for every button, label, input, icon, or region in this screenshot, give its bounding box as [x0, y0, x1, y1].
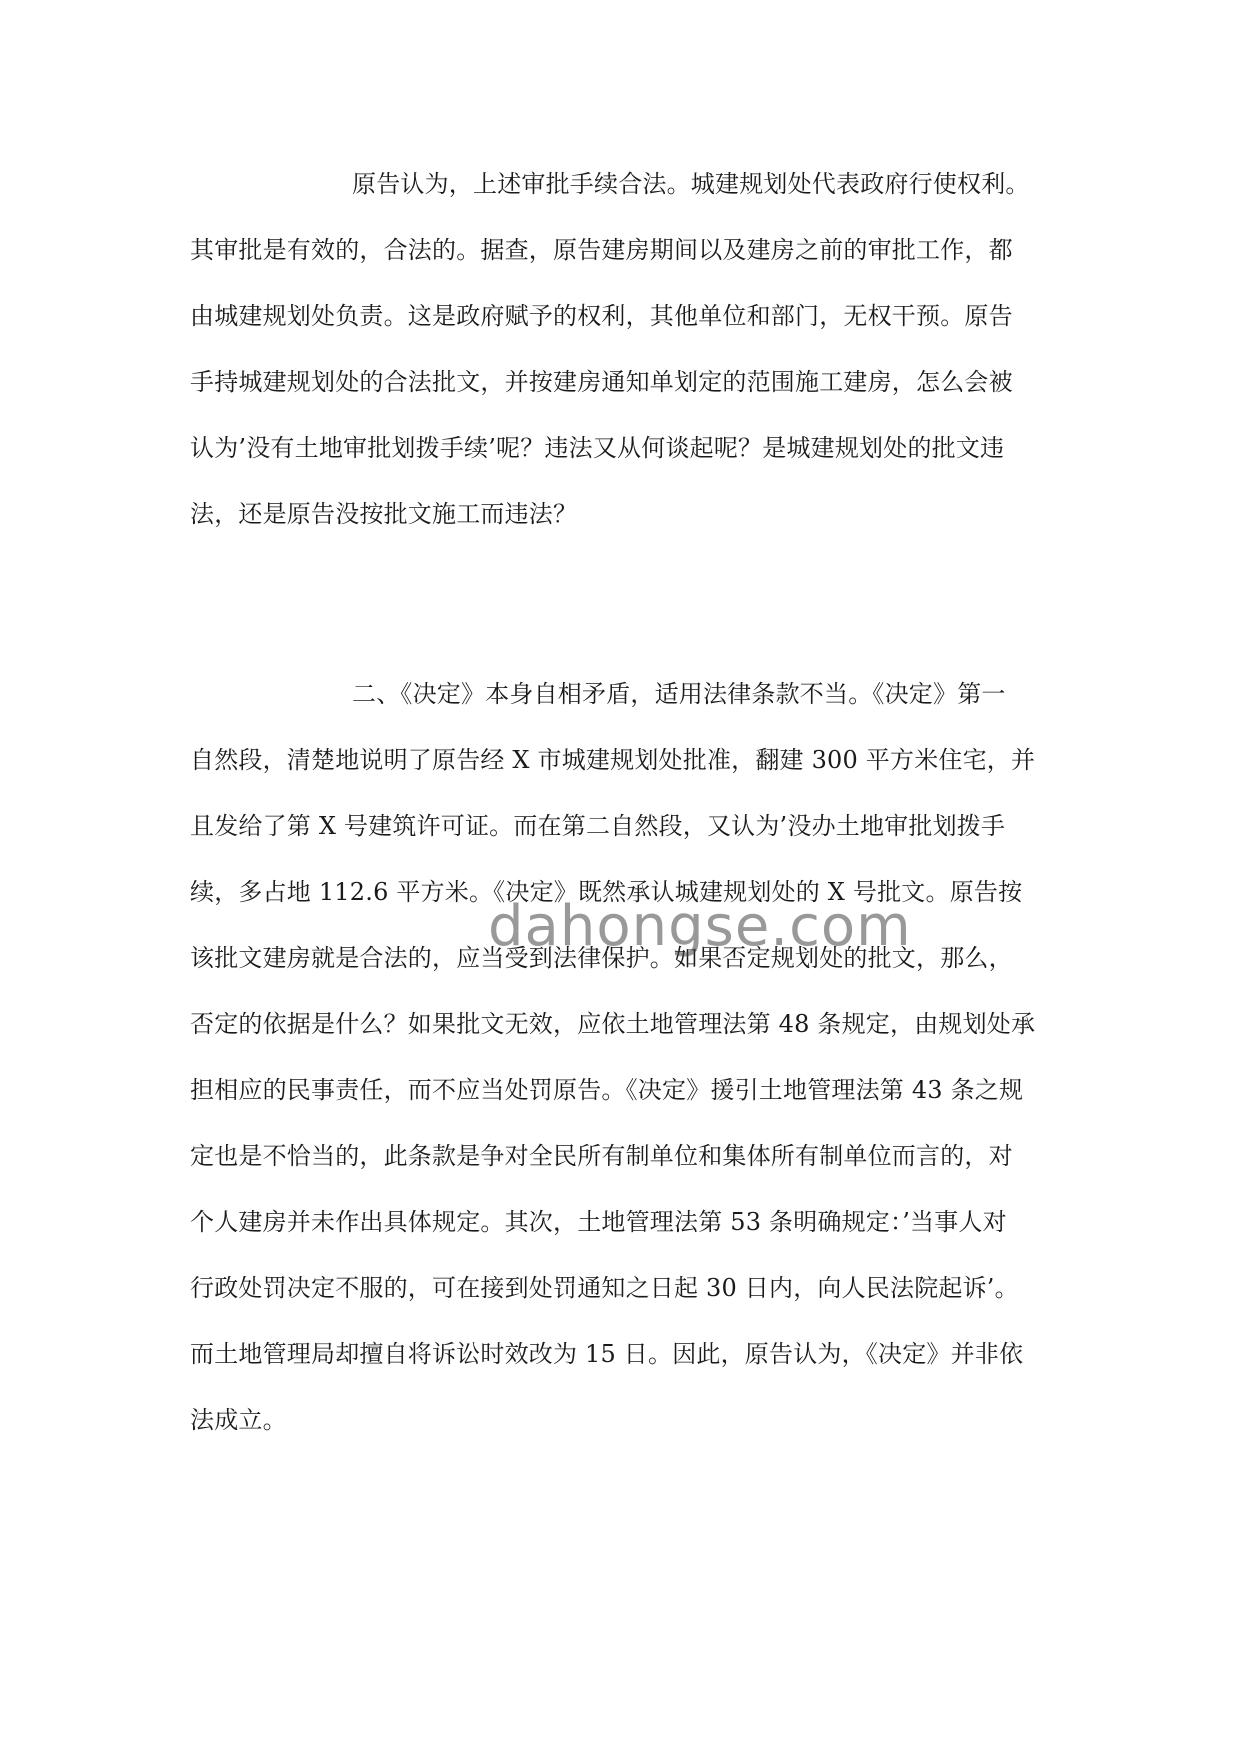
- paragraph-line: 行政处罚决定不服的，可在接到处罚通知之日起 30 日内，向人民法院起诉’。: [190, 1274, 1019, 1302]
- watermark: dahongse.com: [488, 894, 912, 959]
- paragraph-line: 二、《决定》本身自相矛盾，适用法律条款不当。《决定》第一: [352, 680, 1006, 708]
- paragraph-line: 自然段，清楚地说明了原告经 X 市城建规划处批准，翻建 300 平方米住宅，并: [190, 746, 1036, 774]
- paragraph-line: 而土地管理局却擅自将诉讼时效改为 15 日。因此，原告认为，《决定》并非依: [190, 1340, 1024, 1368]
- paragraph-line: 且发给了第 X 号建筑许可证。而在第二自然段，又认为’没办土地审批划拨手: [190, 812, 1006, 840]
- paragraph-line: 定也是不恰当的，此条款是争对全民所有制单位和集体所有制单位而言的，对: [190, 1142, 1013, 1170]
- paragraph-line: 担相应的民事责任，而不应当处罚原告。《决定》援引土地管理法第 43 条之规: [190, 1076, 1024, 1104]
- paragraph-line: 其审批是有效的，合法的。据查，原告建房期间以及建房之前的审批工作，都: [190, 236, 1013, 264]
- paragraph-line: 原告认为，上述审批手续合法。城建规划处代表政府行使权利。: [352, 170, 1030, 198]
- paragraph-line: 个人建房并未作出具体规定。其次，土地管理法第 53 条明确规定：’当事人对: [190, 1208, 1007, 1236]
- paragraph-line: 手持城建规划处的合法批文，并按建房通知单划定的范围施工建房，怎么会被: [190, 368, 1013, 396]
- paragraph-line: 该批文建房就是合法的，应当受到法律保护。如果否定规划处的批文，那么，: [190, 944, 1013, 972]
- paragraph-line: 由城建规划处负责。这是政府赋予的权利，其他单位和部门，无权干预。原告: [190, 302, 1013, 330]
- paragraph-line: 法，还是原告没按批文施工而违法？: [190, 500, 578, 528]
- paragraph-line: 否定的依据是什么？如果批文无效，应依土地管理法第 48 条规定，由规划处承: [190, 1010, 1036, 1038]
- paragraph-line: 法成立。: [190, 1406, 287, 1434]
- paragraph-line: 续，多占地 112.6 平方米。《决定》既然承认城建规划处的 X 号批文。原告按: [190, 878, 1023, 906]
- paragraph-line: 认为’没有土地审批划拨手续’呢？违法又从何谈起呢？是城建规划处的批文违: [190, 434, 1005, 462]
